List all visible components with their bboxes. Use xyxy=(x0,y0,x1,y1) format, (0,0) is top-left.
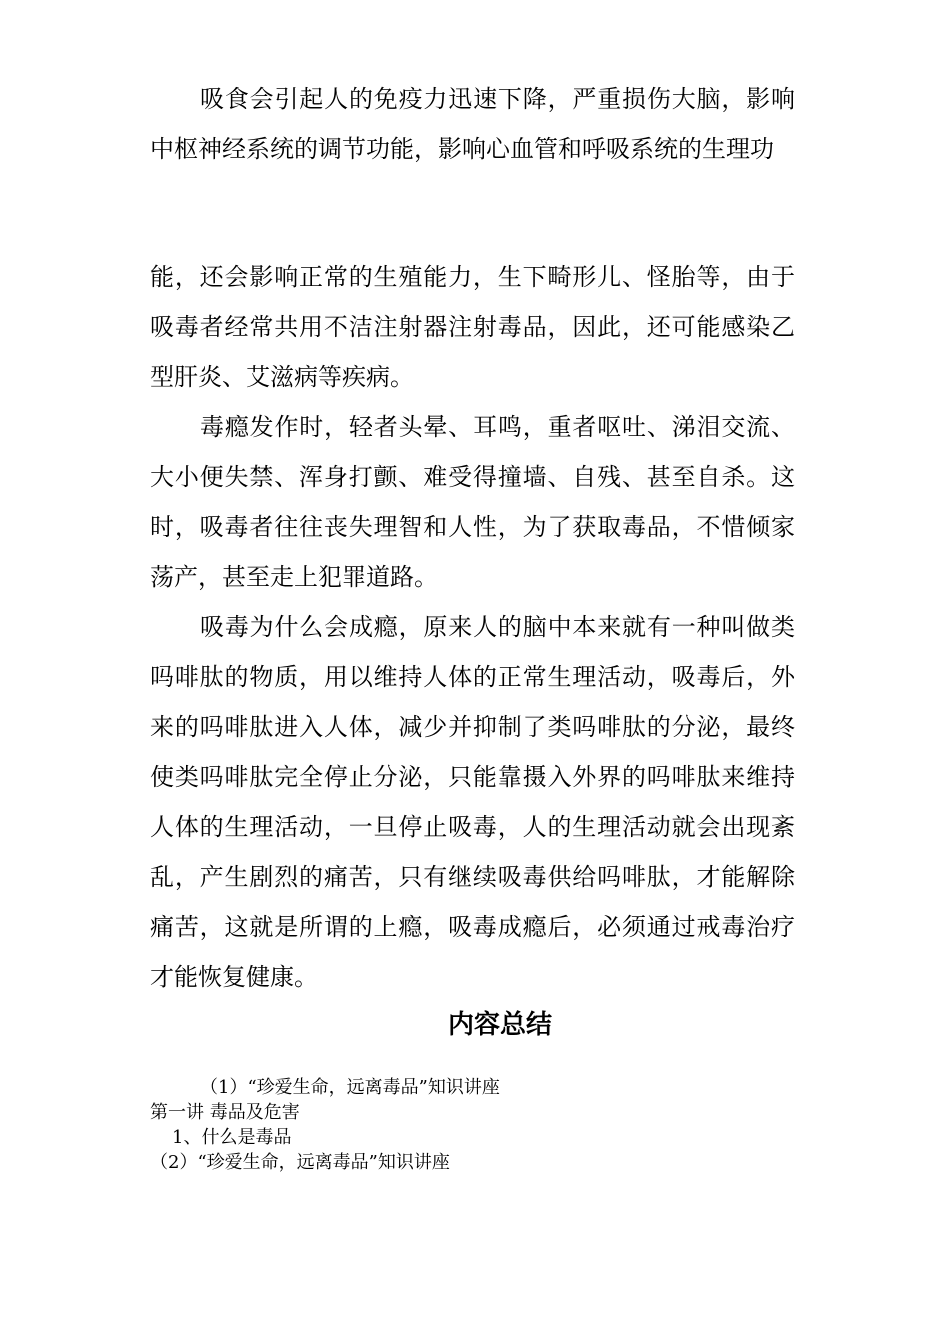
paragraph-immune-damage: 吸食会引起人的免疫力迅速下降，严重损伤大脑，影响中枢神经系统的调节功能，影响心血管和呼吸系统的生理功 xyxy=(150,85,795,163)
paragraph-addiction-mechanism: 吸毒为什么会成瘾，原来人的脑中本来就有一种叫做类吗啡肽的物质，用以维持人体的正常生理活动，吸毒后，外来的吗啡肽进入人体，减少并抑制了类吗啡肽的分泌，最终使类吗啡肽完全停止分泌，只能靠摄入外界的吗啡肽来维持人体的生理活动，一旦停止吸毒，人的生理活动就会出现紊乱，产生剧烈的痛苦，只有继续吸毒供给吗啡肽，才能解除痛苦，这就是所谓的上瘾，吸毒成瘾后，必须通过戒毒治疗才能恢复健康。 xyxy=(150,613,795,991)
paragraph-withdrawal-symptoms: 毒瘾发作时，轻者头晕、耳鸣，重者呕吐、涕泪交流、大小便失禁、浑身打颤、难受得撞墙、自残、甚至自杀。这时，吸毒者往往丧失理智和人性，为了获取毒品，不惜倾家荡产，甚至走上犯罪道路。 xyxy=(150,413,795,591)
summary-title: 内容总结 xyxy=(447,1010,552,1040)
summary-line: （2）“珍爱生命，远离毒品”知识讲座 xyxy=(150,1152,450,1173)
summary-line: （1）“珍爱生命，远离毒品”知识讲座 xyxy=(200,1077,500,1098)
summary-line: 1、什么是毒品 xyxy=(172,1127,292,1148)
summary-line: 第一讲 毒品及危害 xyxy=(150,1102,300,1123)
paragraph-reproductive-disease: 能，还会影响正常的生殖能力，生下畸形儿、怪胎等，由于吸毒者经常共用不洁注射器注射毒品，因此，还可能感染乙型肝炎、艾滋病等疾病。 xyxy=(150,263,795,391)
